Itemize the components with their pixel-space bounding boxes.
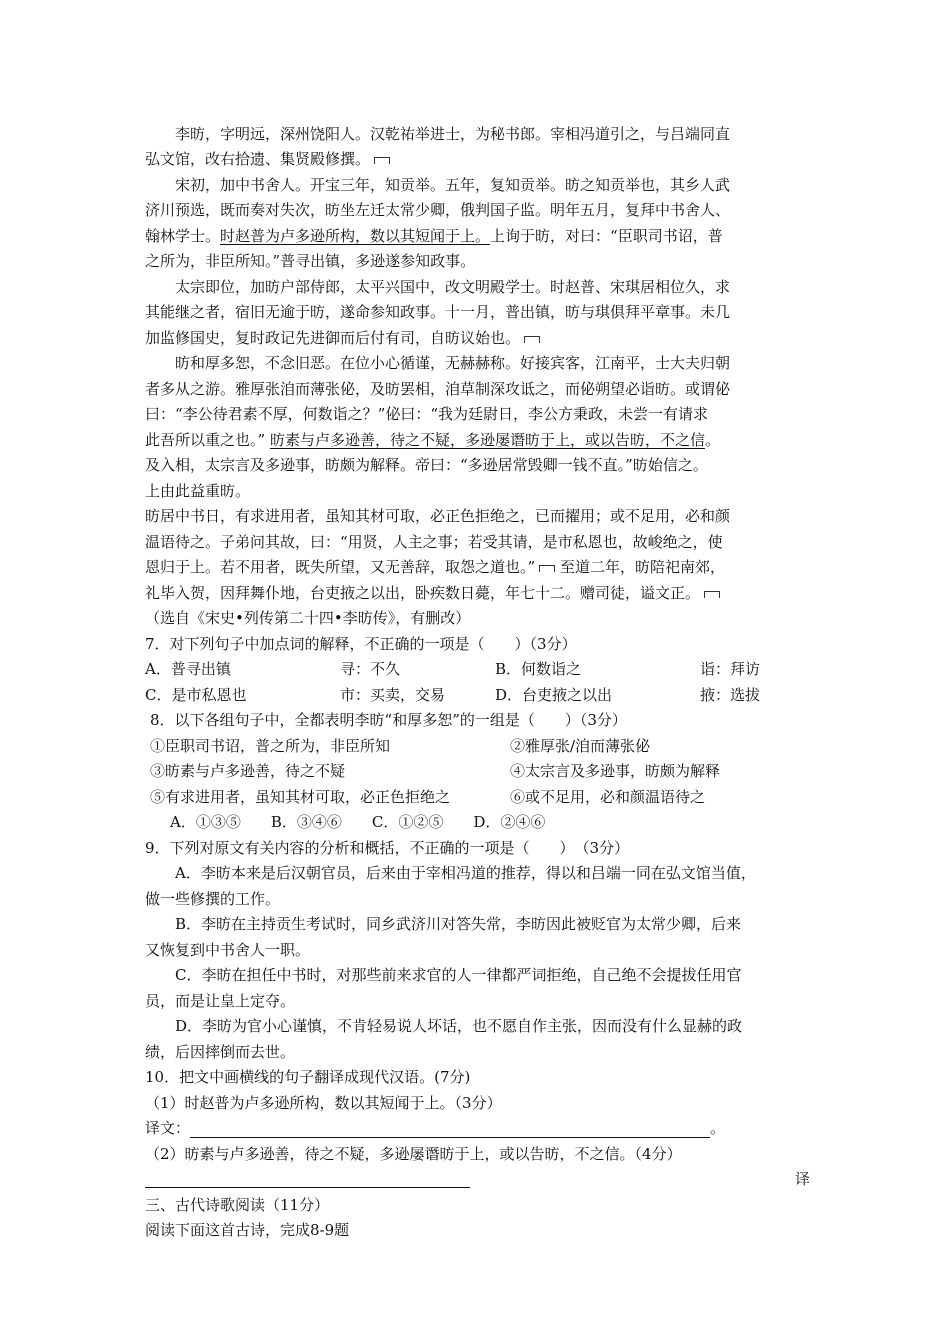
q7-option-c-explain: 市：买卖，交易 [340, 686, 446, 704]
q7-option-c: C．是市私恩也 [145, 686, 247, 704]
q7-option-b: B．何数诣之 [495, 660, 582, 678]
passage-line: 昉和厚多恕，不念旧恶。在位小心循谨，无赫赫称。好接宾客，江南平，士大夫归朝 [175, 354, 731, 372]
translation-blank-1[interactable] [190, 1123, 710, 1138]
passage-line: 济川预选，既而奏对失次，昉坐左迁太常少卿，俄判国子监。明年五月，复拜中书舍人、 [145, 201, 731, 219]
q9-option-b-cont: 又恢复到中书舍人一职。 [145, 941, 311, 959]
passage-line: 曰：“李公待君素不厚，何数诣之？”佖曰：“我为廷尉日，李公方秉政，未尝一有请求 [145, 405, 709, 423]
passage-line: 及入相，太宗言及多逊事，昉颇为解释。帝曰：“多逊居常毁卿一钱不直。”昉始信之。 [145, 456, 708, 474]
q8-item-5: ⑤有求进用者，虽知其材可取，必正色拒绝之 [150, 788, 451, 806]
passage-line: 太宗即位，加昉户部侍郎，太平兴国中，改文明殿学士。时赵普、宋琪居相位久，求 [175, 278, 731, 296]
q10-sentence-1: （1）时赵普为卢多逊所构，数以其短闻于上。（3分） [145, 1094, 502, 1112]
translation-blank-2[interactable] [145, 1173, 470, 1188]
question-8-stem: 8．以下各组句子中，全都表明李昉“和厚多恕”的一组是（ ）（3分） [150, 711, 627, 729]
passage-line: 温语待之。子弟问其故，曰：“用贤，人主之事；若受其请，是市私恩也，故峻绝之，使 [145, 533, 723, 551]
q8-choices: A．①③⑤ B．③④⑥ C．①②⑤ D．②④⑥ [170, 813, 546, 831]
q9-option-c-cont: 员，而是让皇上定夺。 [145, 992, 296, 1010]
q8-item-1: ①臣职司书诏，普之所为，非臣所知 [150, 737, 391, 755]
passage-line: 昉居中书日，有求进用者，虽知其材可取，必正色拒绝之，已而擢用；或不足用，必和颜 [145, 507, 731, 525]
passage-line: 此吾所以重之也。” 昉素与卢多逊善，待之不疑，多逊屡谮昉于上，或以告昉，不之信。 [145, 431, 720, 449]
q9-option-d-cont: 绩，后因摔倒而去世。 [145, 1043, 296, 1061]
passage-line: 者多从之游。雅厚张洎而薄张佖，及昉罢相，洎草制深攻诋之，而佖朔望必诣昉。或谓佖 [145, 380, 731, 398]
q8-item-4: ④太宗言及多逊事，昉颇为解释 [510, 762, 721, 780]
q10-translation-1: 译文： 。 [145, 1119, 726, 1137]
passage-line: 弘文馆，改右拾遗、集贤殿修撰。 [145, 149, 390, 169]
paragraph-mark-icon [539, 565, 555, 572]
underlined-sentence-1: 时赵普为卢多逊所构，数以其短闻于上。 [220, 227, 491, 245]
section-3-instruction: 阅读下面这首古诗，完成8-9题 [145, 1221, 350, 1239]
question-7-stem: 7．对下列句子中加点词的解释，不正确的一项是（ ）（3分） [145, 635, 577, 653]
passage-line: 礼毕入贺，因拜舞仆地，台吏掖之以出，卧疾数日薨，年七十二。赠司徒，谥文正。 [145, 583, 720, 603]
q9-option-a: A．李昉本来是后汉朝官员，后来由于宰相冯道的推荐，得以和吕端一同在弘文馆当值， [175, 864, 756, 882]
passage-line: 翰林学士。时赵普为卢多逊所构，数以其短闻于上。上询于昉，对曰：“臣职司书诏，普 [145, 227, 723, 245]
passage-line: 恩归于上。若不用者，既失所望，又无善辞，取怨之道也。” 至道二年，昉陪祀南郊， [145, 558, 725, 576]
passage-line: 其能继之者，宿旧无逾于昉，遂命参知政事。十一月，普出镇，昉与琪俱拜平章事。未几 [145, 303, 731, 321]
q9-option-d: D．李昉为官小心谨慎，不肯轻易说人坏话，也不愿自作主张，因而没有什么显赫的政 [175, 1017, 743, 1035]
paragraph-mark-icon [374, 157, 390, 164]
q9-option-b: B．李昉在主持贡生考试时，同乡武济川对答失常，李昉因此被贬官为太常少卿，后来 [175, 915, 742, 933]
q7-option-a-explain: 寻：不久 [340, 660, 401, 678]
q8-item-6: ⑥或不足用，必和颜温语待之 [510, 788, 706, 806]
q7-option-a: A．普寻出镇 [145, 660, 231, 678]
q7-option-d-explain: 掖：选拔 [700, 686, 761, 704]
paragraph-mark-icon [524, 336, 540, 343]
q10-sentence-2: （2）昉素与卢多逊善，待之不疑，多逊屡谮昉于上，或以告昉，不之信。（4分） [145, 1145, 682, 1163]
q8-item-3: ③昉素与卢多逊善，待之不疑 [150, 762, 346, 780]
question-10-stem: 10．把文中画横线的句子翻译成现代汉语。(7分) [145, 1068, 471, 1086]
q7-option-d: D．台吏掖之以出 [495, 686, 613, 704]
q8-item-2: ②雅厚张/洎而薄张佖 [510, 737, 651, 755]
q9-option-c: C．李昉在担任中书时，对那些前来求官的人一律都严词拒绝，自己绝不会提拔任用官 [175, 966, 742, 984]
question-9-stem: 9．下列对原文有关内容的分析和概括，不正确的一项是（ ） （3分） [145, 839, 630, 857]
passage-line: 加监修国史，复时政记先进御而后付有司，自昉议始也。 [145, 328, 540, 348]
passage-line: 宋初，加中书舍人。开宝三年，知贡举。五年，复知贡举。昉之知贡举也，其乡人武 [175, 176, 731, 194]
q7-option-b-explain: 诣：拜访 [700, 660, 761, 678]
q9-option-a-cont: 做一些修撰的工作。 [145, 890, 281, 908]
section-3-title: 三、古代诗歌阅读（11分） [145, 1196, 330, 1214]
passage-line: 之所为，非臣所知。”普寻出镇，多逊遂参知政事。 [145, 252, 476, 270]
paragraph-mark-icon [704, 591, 720, 598]
source-note: （选自《宋史•列传第二十四•李昉传》，有删改） [145, 609, 471, 627]
underlined-sentence-2: 昉素与卢多逊善，待之不疑，多逊屡谮昉于上，或以告昉，不之信 [269, 431, 705, 449]
passage-line: 上由此益重昉。 [145, 482, 251, 500]
passage-line: 李昉，字明远，深州饶阳人。汉乾祐举进士，为秘书郎。宰相冯道引之，与吕端同直 [175, 125, 731, 143]
